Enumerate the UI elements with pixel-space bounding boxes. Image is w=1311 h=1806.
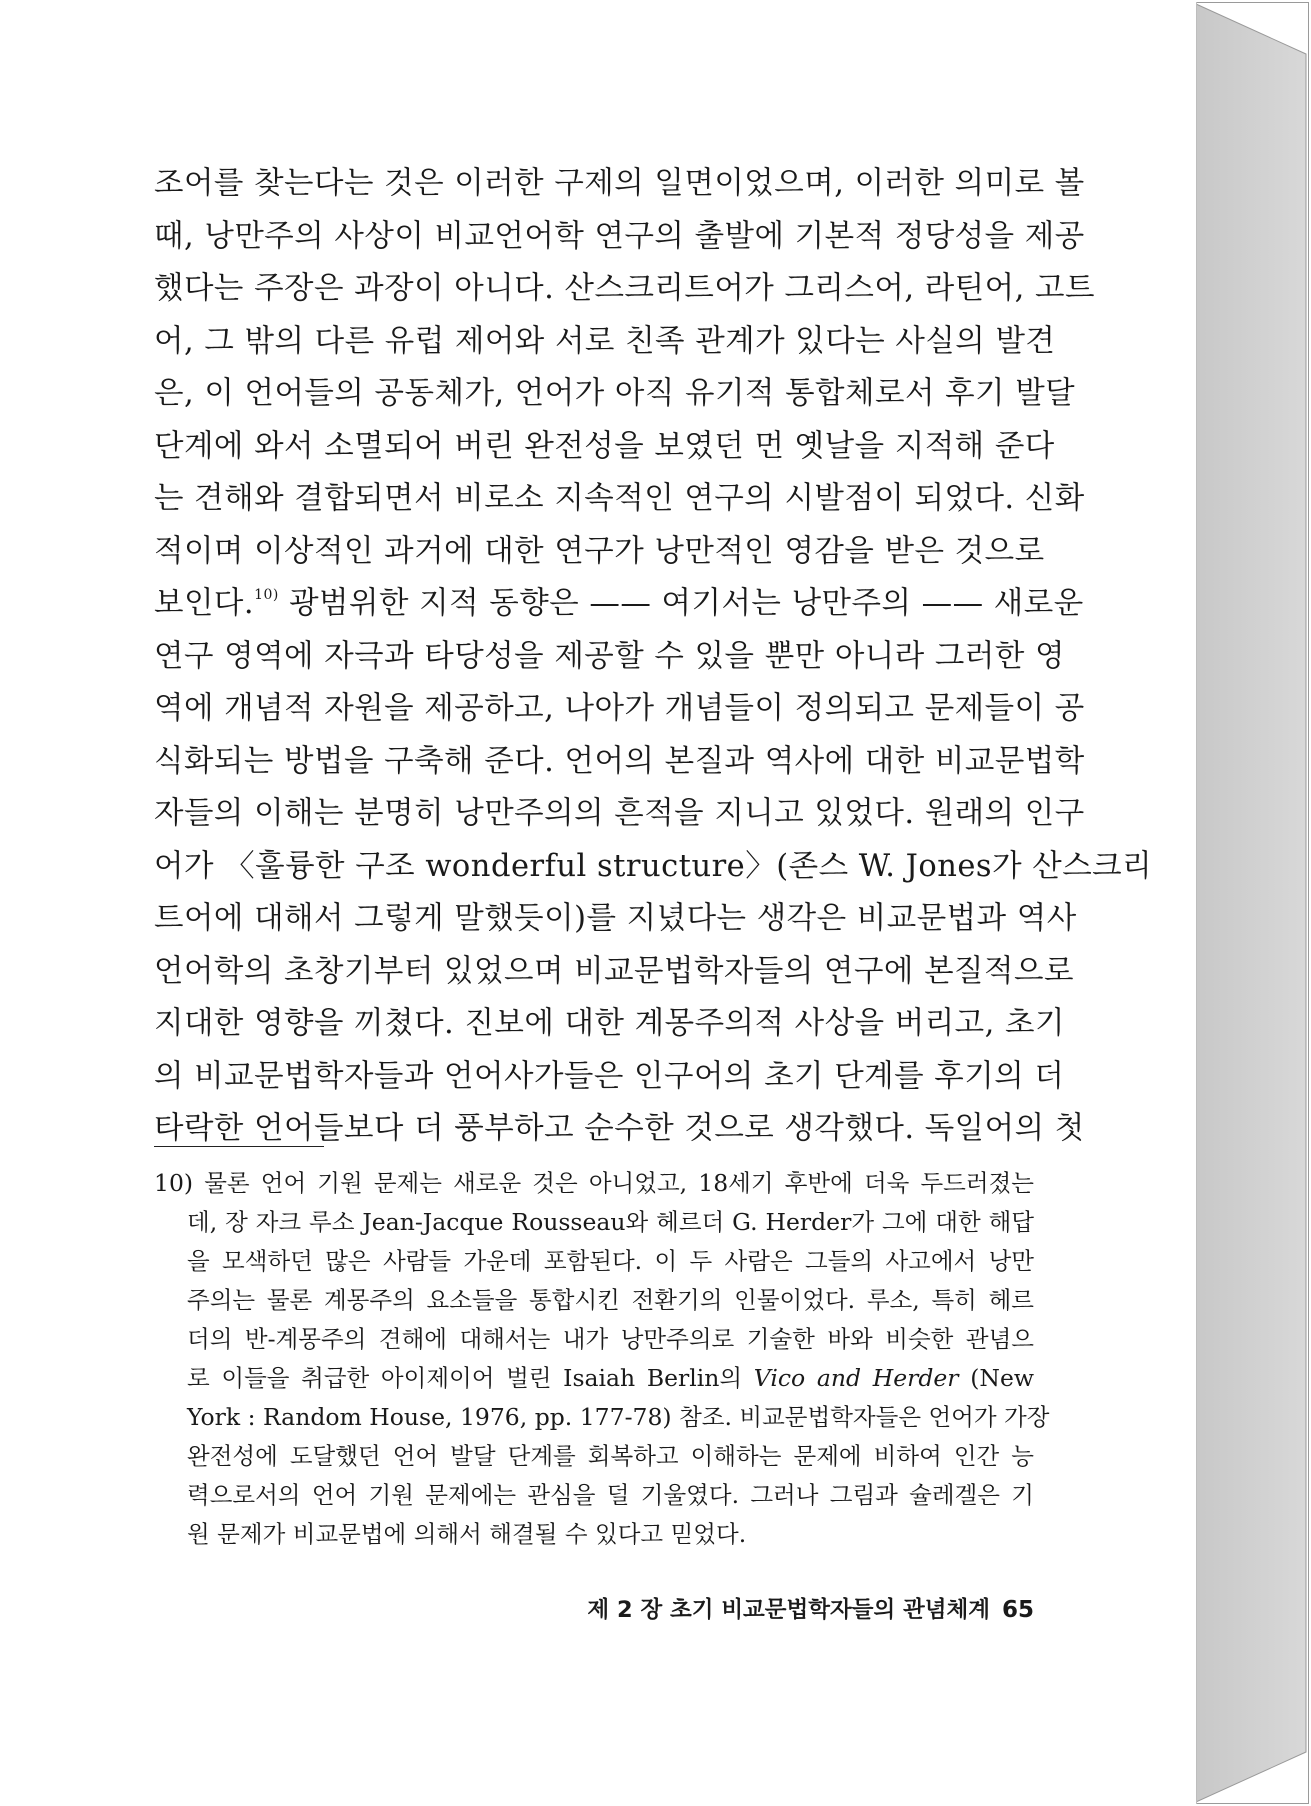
footnote-line: 더의 반-계몽주의 견해에 대해서는 내가 낭만주의로 기술한 바와 비슷한 관념으 [187,1325,1034,1353]
body-line: 트어에 대해서 그렇게 말했듯이)를 지녔다는 생각은 비교문법과 역사 [154,901,1077,936]
chapter-title: 제 2 장 초기 비교문법학자들의 관념체계 [587,1597,990,1623]
body-line: 지대한 영향을 끼쳤다. 진보에 대한 계몽주의적 사상을 버리고, 초기 [154,1006,1065,1041]
body-line: 했다는 주장은 과장이 아니다. 산스크리트어가 그리스어, 라틴어, 고트 [154,271,1095,306]
body-line: 때, 낭만주의 사상이 비교언어학 연구의 출발에 기본적 정당성을 제공 [154,218,1085,254]
body-line: 어, 그 밖의 다른 유럽 제어와 서로 친족 관계가 있다는 사실의 발견 [154,323,1056,359]
footnote-line-end: (New [958,1364,1034,1392]
body-line: 언어학의 초창기부터 있었으며 비교문법학자들의 연구에 본질적으로 [154,953,1074,989]
body-line: 타락한 언어들보다 더 풍부하고 순수한 것으로 생각했다. 독일어의 첫 [154,1111,1085,1146]
body-line-start: 보인다. [154,586,255,621]
body-line: 은, 이 언어들의 공동체가, 언어가 아직 유기적 통합체로서 후기 발달 [154,376,1076,411]
running-footer [550,1592,1034,1624]
body-line: 식화되는 방법을 구축해 준다. 언어의 본질과 역사에 대한 비교문법학 [154,743,1085,779]
footnote-line: 주의는 물론 계몽주의 요소들을 통합시킨 전환기의 인물이었다. 루소, 특히 헤르 [187,1286,1034,1314]
footnote-reference[interactable]: 10) [254,587,279,603]
body-line: 자들의 이해는 분명히 낭만주의의 흔적을 지니고 있었다. 원래의 인구 [154,796,1085,831]
body-line: 조어를 찾는다는 것은 이러한 구제의 일면이었으며, 이러한 의미로 볼 [154,166,1085,201]
body-line: 역에 개념적 자원을 제공하고, 나아가 개념들이 정의되고 문제들이 공 [154,691,1085,726]
body-text [154,158,1153,1156]
body-line: 어가 〈훌륭한 구조 wonderful structure〉(존스 W. Jones가 산스크리 [154,848,1153,884]
footnote-line: 을 모색하던 많은 사람들 가운데 포함된다. 이 두 사람은 그들의 사고에서 낭만 [187,1247,1034,1275]
page-number: 65 [1001,1597,1034,1623]
footnote-line: York : Random House, 1976, pp. 177-78) 참조. 비교문법학자들은 언어가 가장 [187,1403,1050,1431]
body-line: 는 견해와 결합되면서 비로소 지속적인 연구의 시발점이 되었다. 신화 [154,481,1085,516]
footnote-10 [154,1164,1050,1554]
body-line: 의 비교문법학자들과 언어사가들은 인구어의 초기 단계를 후기의 더 [154,1058,1065,1094]
body-line: 연구 영역에 자극과 타당성을 제공할 수 있을 뿐만 아니라 그러한 영 [154,638,1065,674]
footnote-line: 력으로서의 언어 기원 문제에는 관심을 덜 기울였다. 그러나 그림과 슐레겔은 기 [187,1481,1034,1509]
body-line: 적이며 이상적인 과거에 대한 연구가 낭만적인 영감을 받은 것으로 [154,533,1045,569]
body-line-end: 광범위한 지적 동향은 —— 여기서는 낭만주의 —— 새로운 [278,586,1084,621]
footnote-line: 원 문제가 비교문법에 의해서 해결될 수 있다고 믿었다. [187,1520,747,1548]
body-line: 단계에 와서 소멸되어 버린 완전성을 보였던 먼 옛날을 지적해 준다 [154,428,1055,464]
footnote-divider [154,1146,324,1147]
footnote-line: 10) 물론 언어 기원 문제는 새로운 것은 아니었고, 18세기 후반에 더욱 두드러졌는 [154,1169,1034,1197]
footnote-line-with-title [154,1359,1034,1398]
footnote-line-start: 로 이들을 취급한 아이제이어 벌린 Isaiah Berlin의 [187,1364,743,1392]
footnote-line: 데, 장 자크 루소 Jean-Jacque Rousseau와 헤르더 G. Herder가 그에 대한 해답 [187,1208,1034,1236]
body-line-with-footnote-ref [154,578,1084,631]
book-title-italic: Vico and Herder [742,1364,959,1392]
footnote-line: 완전성에 도달했던 언어 발달 단계를 회복하고 이해하는 문제에 비하여 인간 능 [187,1442,1034,1470]
